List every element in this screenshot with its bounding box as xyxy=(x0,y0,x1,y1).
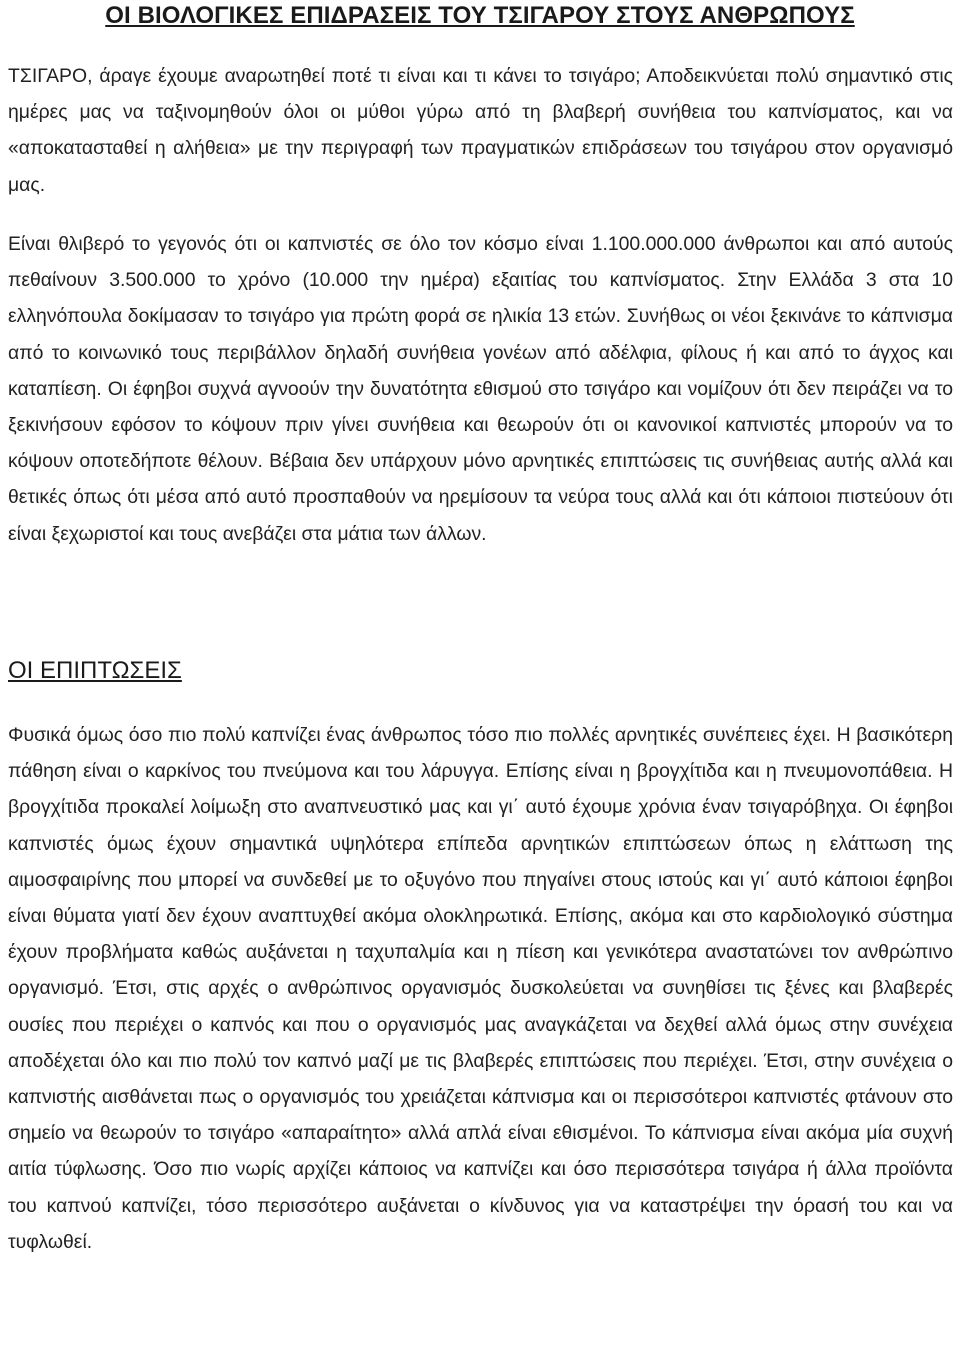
document-title: ΟΙ ΒΙΟΛΟΓΙΚΕΣ ΕΠΙΔΡΑΣΕΙΣ ΤΟΥ ΤΣΙΓΑΡΟΥ ΣΤΟΥΣ ΑΝΘΡΩΠΟΥΣ xyxy=(105,2,855,29)
intro-paragraph: ΤΣΙΓΑΡΟ, άραγε έχουμε αναρωτηθεί ποτέ τι είναι και τι κάνει το τσιγάρο; Αποδεικνύεται πολύ σημαντικό στις ημέρες μας να ταξινομηθούν όλοι οι μύθοι γύρω από τη βλαβερή συνήθεια του καπνίσματος, και να «αποκατασταθεί η αλήθεια» με την περιγραφή των πραγματικών επιδράσεων του τσιγάρου στον οργανισμό μας. xyxy=(8,65,953,196)
effects-paragraph: Φυσικά όμως όσο πιο πολύ καπνίζει ένας άνθρωπος τόσο πιο πολλές αρνητικές συνέπειες έχει. Η βασικότερη πάθηση είναι ο καρκίνος του πνεύμονα και του λάρυγγα. Επίσης είναι η βρογχίτιδα και η πνευμονοπάθεια. Η βρογχίτιδα προκαλεί λοίμωξη στο αναπνευστικό μας και γι΄ αυτό έχουμε χρόνια έναν τσιγαρόβηχα. Οι έφηβοι καπνιστές όμως έχουν σημαντικά υψηλότερα επίπεδα αρνητικών επιπτώσεων όπως η ελάττωση της αιμοσφαιρίνης που μπορεί να συνδεθεί με το οξυγόνο που πηγαίνει στους ιστούς και γι΄ αυτό κάποιοι έφηβοι είναι θύματα γιατί δεν έχουν αναπτυχθεί ακόμα ολοκληρωτικά. Επίσης, ακόμα και στο καρδιολογικό σύστημα έχουν προβλήματα καθώς αυξάνεται η ταχυπαλμία και η πίεση και γενικότερα αναστατώνει τον ανθρώπινο οργανισμό. Έτσι, στις αρχές ο ανθρώπινος οργανισμός δυσκολεύεται να συνηθίσει τις ξένες και βλαβερές ουσίες που περιέχει ο καπνός και που ο οργανισμός μας αναγκάζεται να δεχθεί αλλά όμως στην συνέχεια αποδέχεται όλο και πιο πολύ τον καπνό μαζί με τις βλαβερές επιπτώσεις που περιέχει. Έτσι, στην συνέχεια ο καπνιστής αισθάνεται πως ο οργανισμός του χρειάζεται κάπνισμα και οι περισσότεροι καπνιστές φτάνουν στο σημείο να θεωρούν το τσιγάρο «απαραίτητο» αλλά απλά είναι εθισμένοι. Το κάπνισμα είναι ακόμα μία συχνή αιτία τύφλωσης. Όσο πιο νωρίς αρχίζει κάποιος να καπνίζει και όσο περισσότερα τσιγάρα ή άλλα προϊόντα του καπνού καπνίζει, τόσο περισσότερο αυξάνεται ο κίνδυνος για να καταστρέψει την όρασή του και να τυφλωθεί. xyxy=(8,724,953,1253)
statistics-paragraph: Είναι θλιβερό το γεγονός ότι οι καπνιστές σε όλο τον κόσμο είναι 1.100.000.000 άνθρωποι και από αυτούς πεθαίνουν 3.500.000 το χρόνο (10.000 την ημέρα) εξαιτίας του καπνίσματος. Στην Ελλάδα 3 στα 10 ελληνόπουλα δοκίμασαν το τσιγάρο για πρώτη φορά σε ηλικία 13 ετών. Συνήθως οι νέοι ξεκινάνε το κάπνισμα από το κοινωνικό τους περιβάλλον δηλαδή συνήθεια γονέων από αδέλφια, φίλους ή και από το άγχος και καταπίεση. Οι έφηβοι συχνά αγνοούν την δυνατότητα εθισμού στο τσιγάρο και νομίζουν ότι δεν πειράζει να το ξεκινήσουν εφόσον το κόψουν πριν γίνει συνήθεια και θεωρούν ότι οι κανονικοί καπνιστές μπορούν να το κόψουν οποτεδήποτε θέλουν. Βέβαια δεν υπάρχουν μόνο αρνητικές επιπτώσεις τις συνήθειας αυτής αλλά και θετικές όπως ότι μέσα από αυτό προσπαθούν να ηρεμίσουν τα νεύρα τους αλλά και ότι κάποιοι πιστεύουν ότι είναι ξεχωριστοί και τους ανεβάζει στα μάτια των άλλων. xyxy=(8,233,953,545)
section-title-effects: ΟΙ ΕΠΙΠΤΩΣΕΙΣ xyxy=(8,657,182,684)
